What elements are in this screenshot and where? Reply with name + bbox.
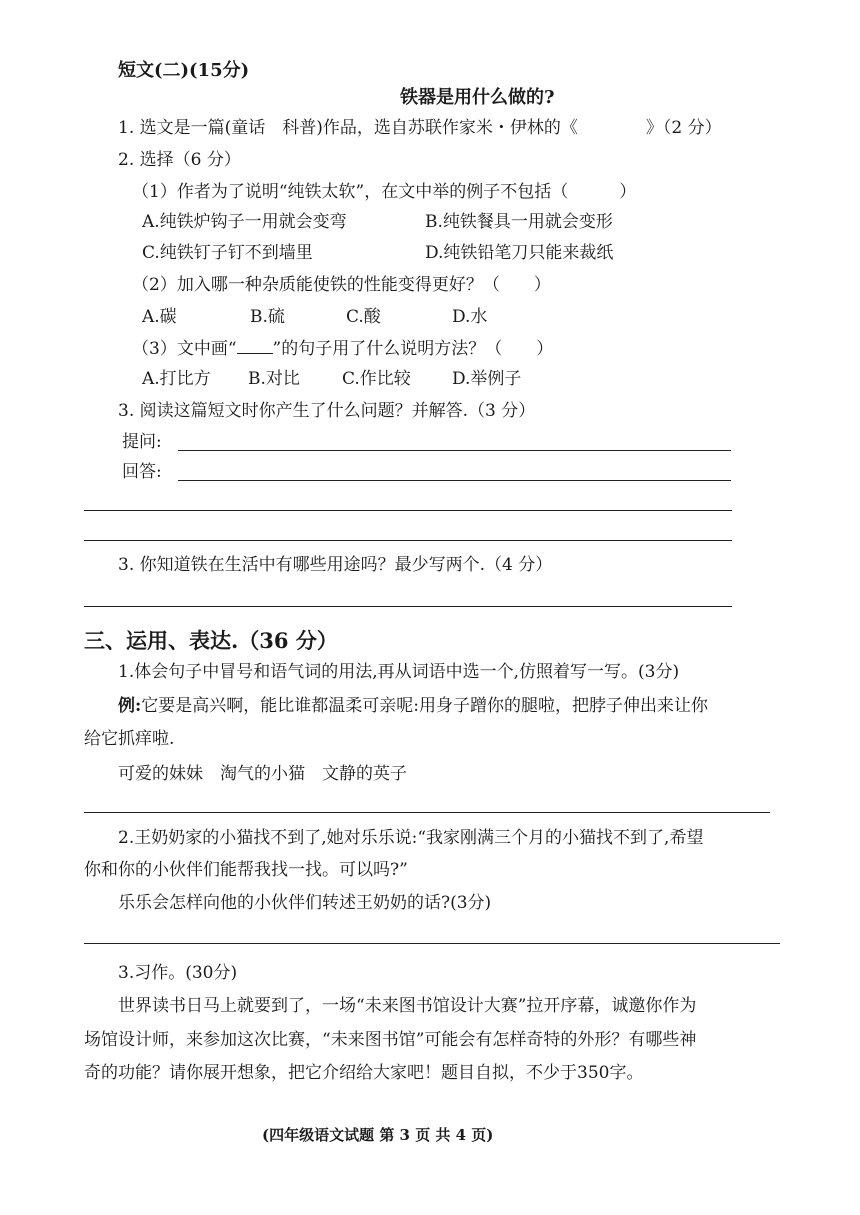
answer-line[interactable]: [178, 450, 731, 451]
answer-line[interactable]: [84, 510, 732, 511]
option-a: A.纯铁炉钩子一用就会变弯: [142, 212, 347, 232]
page-footer: (四年级语文试题 第 3 页 共 4 页): [262, 1126, 494, 1144]
question-3: 3.习作。(30分): [118, 963, 238, 983]
writing-prompt: 世界读书日马上就要到了，一场“未来图书馆设计大赛”拉开序幕，诚邀你作为: [118, 996, 697, 1016]
option-b: B.纯铁餐具一用就会变形: [425, 212, 613, 232]
question-2-2: （2）加入哪一种杂质能使铁的性能变得更好？（ ）: [132, 275, 551, 295]
option-b: B.对比: [248, 369, 300, 389]
question-2: 2. 选择（6 分）: [118, 150, 241, 170]
answer-line[interactable]: [84, 606, 732, 607]
option-c: C.酸: [346, 307, 381, 327]
ask-label: 提问:: [122, 432, 162, 452]
question-2-1: （1）作者为了说明“纯铁太软”，在文中举的例子不包括（ ）: [132, 182, 637, 202]
question-2: 2.王奶奶家的小猫找不到了,她对乐乐说:“我家刚满三个月的小猫找不到了,希望: [118, 828, 704, 848]
section-title: 短文(二)(15分): [118, 60, 250, 81]
question-4: 3. 你知道铁在生活中有哪些用途吗？最少写两个.（4 分）: [118, 555, 553, 575]
example-text: 它要是高兴啊，能比谁都温柔可亲呢:用身子蹭你的腿啦，把脖子伸出来让你: [141, 696, 709, 716]
option-d: D.纯铁铅笔刀只能来裁纸: [425, 243, 614, 263]
word-choices: 可爱的妹妹 淘气的小猫 文静的英子: [118, 764, 407, 784]
option-c: C.纯铁钉子钉不到墙里: [142, 243, 313, 263]
answer-label: 回答:: [122, 462, 162, 482]
option-d: D.举例子: [452, 369, 522, 389]
answer-line[interactable]: [84, 943, 780, 944]
question-1: 1. 选文是一篇(童话 科普)作品，选自苏联作家米・伊林的《 》（2 分）: [118, 118, 722, 138]
option-c: C.作比较: [342, 369, 411, 389]
answer-line[interactable]: [84, 540, 732, 541]
example-continuation: 给它抓痒啦.: [84, 729, 175, 749]
question-2-3: [132, 339, 553, 359]
example-label: 例:: [118, 696, 142, 716]
option-a: A.打比方: [142, 369, 211, 389]
part-heading: 三、运用、表达.（36 分）: [84, 628, 338, 653]
example-line: [118, 696, 708, 716]
question-3: 3. 阅读这篇短文时你产生了什么问题？并解答.（3 分）: [118, 401, 536, 421]
writing-prompt-continuation: 奇的功能？请你展开想象，把它介绍给大家吧！题目自拟，不少于350字。: [84, 1063, 644, 1083]
option-b: B.硫: [250, 307, 285, 327]
option-d: D.水: [452, 307, 488, 327]
answer-line[interactable]: [178, 480, 731, 481]
question-2-prompt: 乐乐会怎样向他的小伙伴们转述王奶奶的话?(3分): [118, 893, 492, 913]
writing-prompt-continuation: 场馆设计师，来参加这次比赛，“未来图书馆”可能会有怎样奇特的外形？有哪些神: [84, 1030, 697, 1050]
underline-mark: [237, 339, 273, 354]
question-2-continuation: 你和你的小伙伴们能帮我找一找。可以吗?”: [84, 860, 408, 880]
question-1: 1.体会句子中冒号和语气词的用法,再从词语中选一个,仿照着写一写。(3分): [118, 662, 680, 682]
question-text: ”的句子用了什么说明方法？（ ）: [272, 339, 554, 359]
option-a: A.碳: [142, 307, 177, 327]
question-text: （3）文中画“: [132, 339, 237, 359]
answer-line[interactable]: [84, 812, 770, 813]
passage-title: 铁器是用什么做的?: [400, 87, 555, 108]
